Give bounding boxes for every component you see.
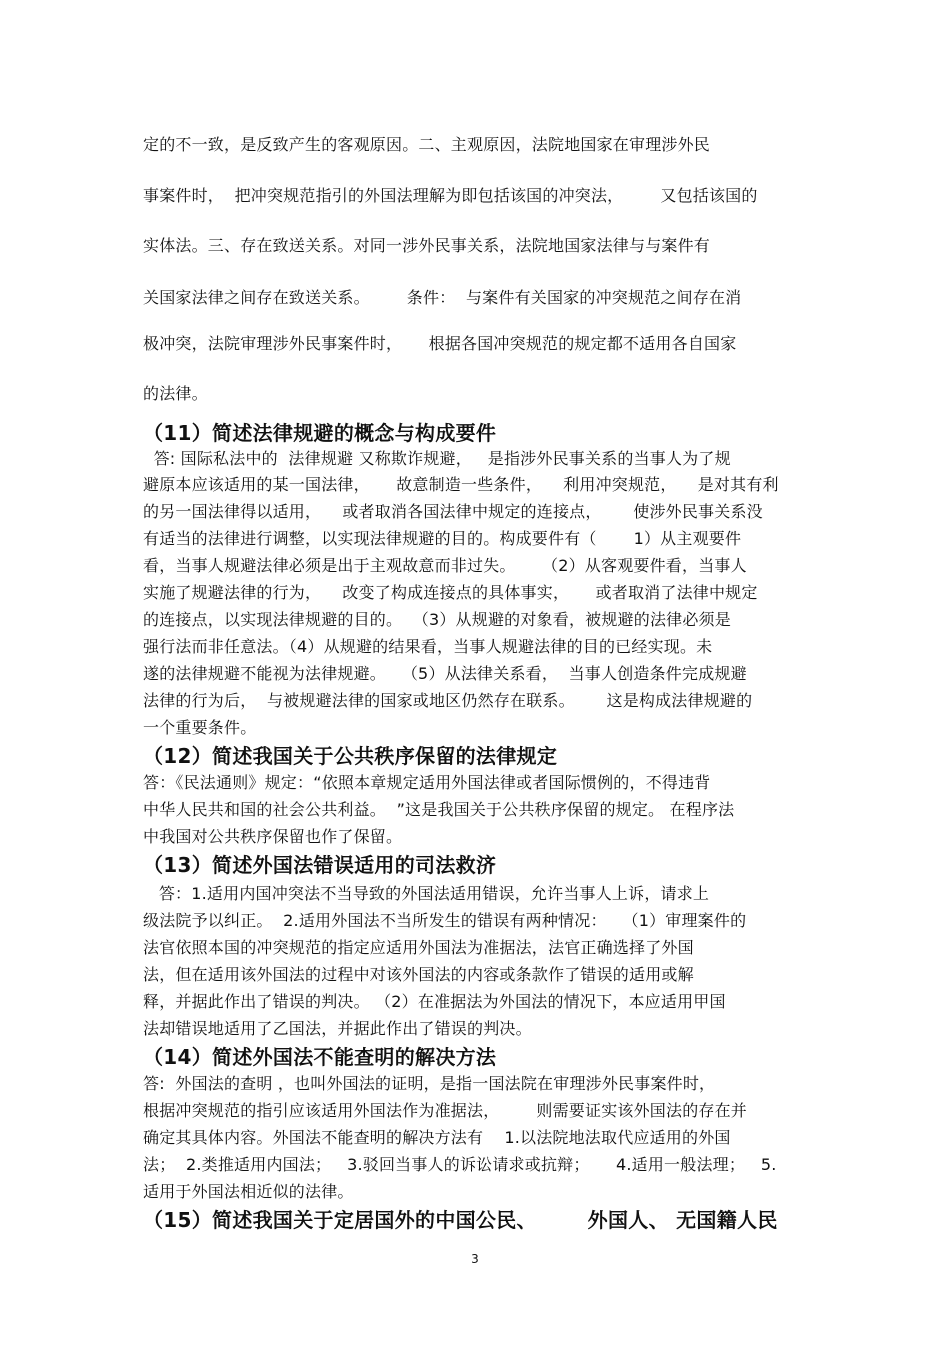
body-text-line: 法却错误地适用了乙国法，并据此作出了错误的判决。 [143, 1019, 532, 1038]
body-text-line: 一个重要条件。 [143, 718, 257, 737]
body-text-line: 的法律。 [143, 384, 208, 403]
body-text-line: 看，当事人规避法律必须是出于主观故意而非过失。 （2）从客观要件看，当事人 [143, 556, 747, 575]
body-text-line: 的连接点，以实现法律规避的目的。 （3）从规避的对象看，被规避的法律必须是 [143, 610, 731, 629]
body-text-line: 实体法。三、存在致送关系。对同一涉外民事关系，法院地国家法律与与案件有 [143, 236, 711, 255]
body-text-line: 关国家法律之间存在致送关系。 条件： 与案件有关国家的冲突规范之间存在消 [143, 288, 742, 307]
body-text-line: 遂的法律规避不能视为法律规避。 （5）从法律关系看， 当事人创造条件完成规避 [143, 664, 747, 683]
body-text-line: 答: 国际私法中的 法律规避 又称欺诈规避， 是指涉外民事关系的当事人为了规 [143, 449, 731, 468]
body-text-line: 根据冲突规范的指引应该适用外国法作为准据法， 则需要证实该外国法的存在并 [143, 1101, 748, 1120]
body-text-line: 的另一国法律得以适用， 或者取消各国法律中规定的连接点， 使涉外民事关系没 [143, 502, 763, 521]
body-text-line: 法官依照本国的冲突规范的指定应适用外国法为准据法，法官正确选择了外国 [143, 938, 694, 957]
body-text-line: 答：1.适用内国冲突法不当导致的外国法适用错误，允许当事人上诉，请求上 [143, 884, 710, 903]
section-heading: （12）简述我国关于公共秩序保留的法律规定 [143, 744, 558, 768]
section-heading: （14）简述外国法不能查明的解决方法 [143, 1045, 497, 1069]
body-text-line: 法； 2.类推适用内国法； 3.驳回当事人的诉讼请求或抗辩； 4.适用一般法理； 5. [143, 1155, 777, 1174]
body-text-line: 中我国对公共秩序保留也作了保留。 [143, 827, 403, 846]
body-text-line: 中华人民共和国的社会公共利益。 ”这是我国关于公共秩序保留的规定。 在程序法 [143, 800, 735, 819]
body-text-line: 事案件时， 把冲突规范指引的外国法理解为即包括该国的冲突法， 又包括该国的 [143, 186, 758, 205]
section-heading: （11）简述法律规避的概念与构成要件 [143, 421, 497, 445]
body-text-line: 避原本应该适用的某一国法律， 故意制造一些条件， 利用冲突规范， 是对其有利 [143, 475, 779, 494]
body-text-line: 定的不一致，是反致产生的客观原因。二、主观原因，法院地国家在审理涉外民 [143, 135, 711, 154]
body-text-line: 实施了规避法律的行为， 改变了构成连接点的具体事实， 或者取消了法律中规定 [143, 583, 758, 602]
body-text-line: 有适当的法律进行调整，以实现法律规避的目的。构成要件有（ 1）从主观要件 [143, 529, 742, 548]
body-text-line: 强行法而非任意法。（4）从规避的结果看，当事人规避法律的目的已经实现。未 [143, 637, 713, 656]
body-text-line: 答: 外国法的查明 ，也叫外国法的证明，是指一国法院在审理涉外民事案件时， [143, 1074, 716, 1093]
body-text-line: 答：《民法通则》规定：“依照本章规定适用外国法律或者国际惯例的，不得违背 [143, 773, 711, 792]
body-text-line: 确定其具体内容。外国法不能查明的解决方法有 1.以法院地法取代应适用的外国 [143, 1128, 731, 1147]
body-text-line: 释，并据此作出了错误的判决。 （2）在准据法为外国法的情况下，本应适用甲国 [143, 992, 726, 1011]
page-number: 3 [471, 1252, 479, 1266]
body-text-line: 级法院予以纠正。 2.适用外国法不当所发生的错误有两种情况： （1）审理案件的 [143, 911, 747, 930]
body-text-line: 极冲突，法院审理涉外民事案件时， 根据各国冲突规范的规定都不适用各自国家 [143, 334, 737, 353]
body-text-line: 法，但在适用该外国法的过程中对该外国法的内容或条款作了错误的适用或解 [143, 965, 694, 984]
section-heading: （15）简述我国关于定居国外的中国公民、 外国人、 无国籍人民 [143, 1208, 778, 1232]
section-heading: （13）简述外国法错误适用的司法救济 [143, 853, 497, 877]
body-text-line: 法律的行为后， 与被规避法律的国家或地区仍然存在联系。 这是构成法律规避的 [143, 691, 753, 710]
body-text-line: 适用于外国法相近似的法律。 [143, 1182, 354, 1201]
